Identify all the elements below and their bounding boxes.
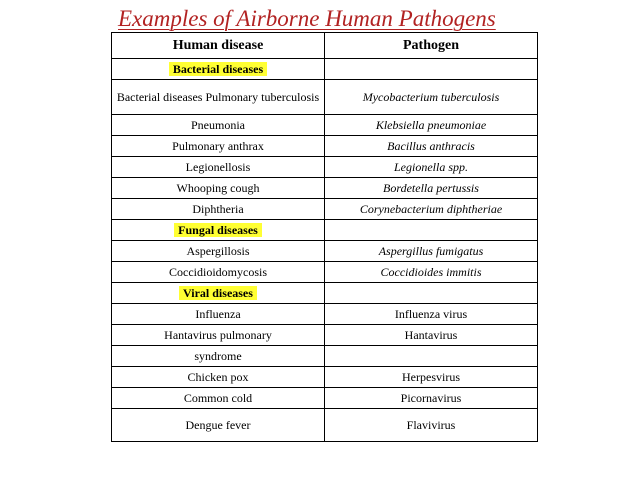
- pathogen-cell: Coccidioides immitis: [325, 262, 538, 283]
- table-row: [112, 178, 538, 199]
- disease-cell: Bacterial diseases Pulmonary tuberculosis: [112, 80, 325, 115]
- category-label-bacterial: Bacterial diseases: [169, 62, 267, 76]
- pathogen-cell: [325, 346, 538, 367]
- disease-cell: Influenza: [112, 304, 325, 325]
- table-header-row: [112, 33, 538, 59]
- disease-cell: Pneumonia: [112, 115, 325, 136]
- table-row: [112, 388, 538, 409]
- pathogen-cell: Influenza virus: [325, 304, 538, 325]
- table-row: [112, 409, 538, 442]
- table-row: [112, 325, 538, 346]
- pathogen-cell: Bordetella pertussis: [325, 178, 538, 199]
- category-label-viral: Viral diseases: [179, 286, 257, 300]
- disease-cell: syndrome: [112, 346, 325, 367]
- slide-title: Examples of Airborne Human Pathogens: [118, 6, 496, 31]
- disease-cell: Diphtheria: [112, 199, 325, 220]
- disease-cell: Common cold: [112, 388, 325, 409]
- pathogen-cell: Klebsiella pneumoniae: [325, 115, 538, 136]
- disease-cell: Whooping cough: [112, 178, 325, 199]
- disease-cell: Hantavirus pulmonary: [112, 325, 325, 346]
- pathogen-table: [111, 32, 538, 442]
- table-row: [112, 80, 538, 115]
- header-disease: Human disease: [112, 33, 325, 59]
- category-row-fungal: [112, 220, 538, 241]
- disease-cell: Coccidioidomycosis: [112, 262, 325, 283]
- pathogen-cell: Legionella spp.: [325, 157, 538, 178]
- disease-cell: Aspergillosis: [112, 241, 325, 262]
- table-row: [112, 115, 538, 136]
- table-row: [112, 136, 538, 157]
- disease-cell: Dengue fever: [112, 409, 325, 442]
- table-row: [112, 367, 538, 388]
- table-row: [112, 262, 538, 283]
- pathogen-cell: Flavivirus: [325, 409, 538, 442]
- pathogen-cell: Herpesvirus: [325, 367, 538, 388]
- header-pathogen: Pathogen: [325, 33, 538, 59]
- category-row-bacterial: [112, 59, 538, 80]
- disease-cell: Pulmonary anthrax: [112, 136, 325, 157]
- table-row: [112, 241, 538, 262]
- category-label-fungal: Fungal diseases: [174, 223, 262, 237]
- disease-cell: Chicken pox: [112, 367, 325, 388]
- pathogen-cell: Hantavirus: [325, 325, 538, 346]
- table-row: [112, 199, 538, 220]
- pathogen-cell: Bacillus anthracis: [325, 136, 538, 157]
- pathogen-cell: Corynebacterium diphtheriae: [325, 199, 538, 220]
- table-row: [112, 346, 538, 367]
- disease-cell: Legionellosis: [112, 157, 325, 178]
- pathogen-cell: Aspergillus fumigatus: [325, 241, 538, 262]
- pathogen-cell: Picornavirus: [325, 388, 538, 409]
- pathogen-cell: Mycobacterium tuberculosis: [325, 80, 538, 115]
- table-row: [112, 157, 538, 178]
- category-row-viral: [112, 283, 538, 304]
- table-row: [112, 304, 538, 325]
